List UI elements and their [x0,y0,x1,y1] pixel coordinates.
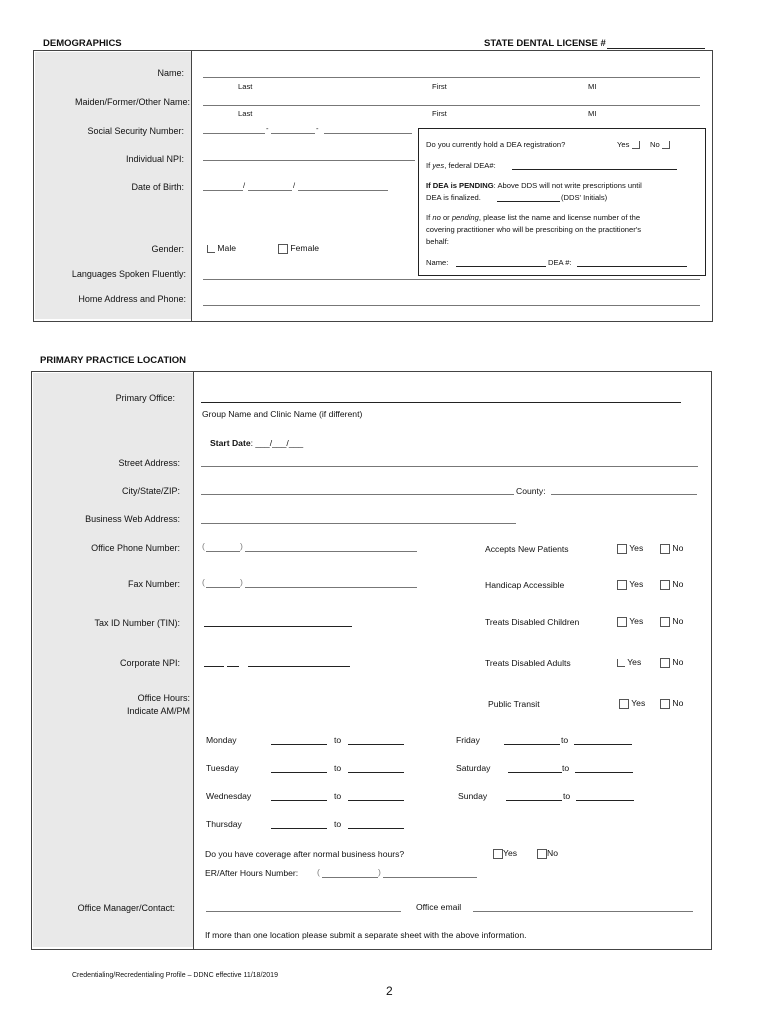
male-label: Male [217,243,237,253]
phone-field[interactable] [245,551,417,552]
er-close-paren: ) [378,867,381,877]
yes-label: Yes [631,698,646,708]
fax-field[interactable] [245,587,417,588]
dds-initials-label: (DDS' Initials) [561,193,608,202]
dob-year[interactable] [298,190,388,191]
er-label: ER/After Hours Number: [205,868,299,878]
covering-dea-label: DEA #: [548,258,572,267]
maiden-label: Maiden/Former/Other Name: [74,97,190,107]
name-sub-first: First [432,82,447,91]
ssn-sep2: - [316,124,319,133]
no-label: No [672,543,684,553]
dob-day[interactable] [248,190,292,191]
phone-close-paren: ) [240,541,243,551]
thursday-to[interactable] [348,828,404,829]
no-checkbox[interactable] [660,617,670,627]
license-field[interactable] [607,48,705,49]
covering-name-field[interactable] [456,266,546,267]
tuesday-to[interactable] [348,772,404,773]
demographics-header: DEMOGRAPHICS [43,38,122,49]
yes-checkbox[interactable] [619,699,629,709]
no-label: No [672,616,684,626]
name-label: Name: [157,68,184,78]
thursday-from[interactable] [271,828,327,829]
day-thursday: Thursday [206,819,242,829]
female-checkbox[interactable] [278,244,288,254]
day-saturday: Saturday [456,763,491,773]
covering-name-label: Name: [426,258,449,267]
male-checkbox[interactable] [207,245,215,253]
no-label: No [672,698,684,708]
start-date[interactable] [210,438,303,448]
wednesday-to[interactable] [348,800,404,801]
group-name-note: Group Name and Clinic Name (if different) [202,409,363,419]
tin-label: Tax ID Number (TIN): [94,618,180,628]
dea-question: Do you currently hold a DEA registration? [426,140,566,149]
handicap-no[interactable] [660,579,683,590]
check-handicap: Handicap Accessible [485,580,565,590]
phone-open-paren: ( [202,541,205,551]
no-checkbox[interactable] [660,658,670,668]
accepts-new-yes[interactable] [617,543,643,554]
practice-header: PRIMARY PRACTICE LOCATION [40,355,187,366]
tuesday-to-label: to [334,763,342,773]
day-tuesday: Tuesday [206,763,239,773]
page-number: 2 [386,984,393,998]
day-monday: Monday [206,735,237,745]
city-field[interactable] [201,494,514,495]
coverage-question: Do you have coverage after normal business hours? [205,849,405,859]
office-hours-note: Indicate AM/PM [126,706,190,716]
dea-yes-label: Yes [617,140,630,149]
sunday-to[interactable] [576,800,634,801]
check-public-transit: Public Transit [488,699,540,709]
monday-from[interactable] [271,744,327,745]
er-number-field[interactable] [383,877,477,878]
web-field[interactable] [201,523,516,524]
primary-office-field[interactable] [201,402,681,403]
dob-sep1: / [243,181,246,190]
gender-male[interactable] [207,243,236,253]
dea-no[interactable] [650,140,670,149]
corp-npi-part2[interactable] [227,666,239,667]
coverage-yes-label: Yes [503,848,518,858]
dea-no-text1: If no or pending, please list the name and license number of the [426,213,641,222]
demographics-divider [191,51,192,321]
sunday-to-label: to [563,791,571,801]
fax-close-paren: ) [240,577,243,587]
ssn-part3[interactable] [324,133,412,134]
yes-label: Yes [629,543,644,553]
thursday-to-label: to [334,819,342,829]
yes-label: Yes [629,579,644,589]
er-area-code[interactable] [322,877,378,878]
ssn-label: Social Security Number: [87,126,184,136]
no-label: No [672,579,684,589]
county-label: County: [516,486,546,496]
office-hours-label: Office Hours: [137,693,190,703]
primary-office-label: Primary Office: [115,393,175,403]
day-wednesday: Wednesday [206,791,252,801]
monday-to-label: to [334,735,342,745]
phone-area-code[interactable] [206,551,240,552]
wednesday-from[interactable] [271,800,327,801]
dea-yes[interactable] [617,140,640,149]
check-accepts-new: Accepts New Patients [485,544,569,554]
license-label: STATE DENTAL LICENSE # [484,38,606,49]
dea-no-text3: behalf: [426,237,449,246]
manager-field[interactable] [206,911,401,912]
coverage-yes-checkbox[interactable] [493,849,503,859]
accepts-new-no[interactable] [660,543,683,554]
wednesday-to-label: to [334,791,342,801]
yes-label: Yes [627,657,642,667]
name-sub-mi: MI [588,82,597,91]
footer-profile: Credentialing/Recredentialing Profile – DDNC effective 11/18/2019 [72,972,278,979]
fax-label: Fax Number: [127,579,180,589]
no-checkbox[interactable] [660,544,670,554]
name-sub-last: Last [238,82,253,91]
ssn-part2[interactable] [271,133,315,134]
dea-no-checkbox[interactable] [662,141,670,149]
office-email-label: Office email [416,902,462,912]
coverage-no[interactable] [537,848,558,859]
dob-label: Date of Birth: [131,182,184,192]
start-date-label: Start Date [210,438,251,448]
no-checkbox[interactable] [660,580,670,590]
corp-npi-part3[interactable] [248,666,350,667]
manager-label: Office Manager/Contact: [77,903,175,913]
languages-label: Languages Spoken Fluently: [71,269,186,279]
saturday-to[interactable] [575,772,633,773]
disabled-children-no[interactable] [660,616,683,627]
practice-divider [193,372,194,949]
dds-initials-field[interactable] [497,201,560,202]
disabled-children-yes[interactable] [617,616,643,627]
er-open-paren: ( [317,867,320,877]
dea-no-label: No [650,140,660,149]
gender-female[interactable] [278,243,319,254]
public-transit-no[interactable] [660,698,683,709]
disabled-adults-yes[interactable] [617,657,641,667]
dea-federal-label: If yes, federal DEA#: [426,161,496,170]
day-sunday: Sunday [458,791,488,801]
coverage-yes[interactable] [493,848,517,859]
dob-sep2: / [293,181,296,190]
web-label: Business Web Address: [85,514,180,524]
saturday-from[interactable] [508,772,562,773]
yes-checkbox[interactable] [617,544,627,554]
tin-field[interactable] [204,626,352,627]
check-disabled-children: Treats Disabled Children [485,617,580,627]
sunday-from[interactable] [506,800,562,801]
name-field[interactable] [203,77,700,78]
street-field[interactable] [201,466,698,467]
maiden-sub-first: First [432,109,447,118]
yes-label: Yes [629,616,644,626]
dob-month[interactable] [203,190,243,191]
disabled-adults-no[interactable] [660,657,683,668]
public-transit-yes[interactable] [619,698,645,709]
fax-area-code[interactable] [206,587,240,588]
dea-pending-text: If DEA is PENDING: Above DDS will not write prescriptions until [426,181,642,190]
city-label: City/State/ZIP: [121,486,180,496]
npi-label: Individual NPI: [125,154,184,164]
coverage-no-checkbox[interactable] [537,849,547,859]
coverage-no-label: No [547,848,558,858]
fax-open-paren: ( [202,577,205,587]
friday-from[interactable] [504,744,560,745]
tuesday-from[interactable] [271,772,327,773]
maiden-field[interactable] [203,105,700,106]
maiden-sub-mi: MI [588,109,597,118]
covering-dea-field[interactable] [577,266,687,267]
check-disabled-adults: Treats Disabled Adults [485,658,571,668]
dea-yes-checkbox[interactable] [632,141,640,149]
dea-federal-field[interactable] [512,169,677,170]
female-label: Female [290,243,320,253]
friday-to-label: to [561,735,569,745]
maiden-sub-last: Last [238,109,253,118]
home-label: Home Address and Phone: [78,294,186,304]
no-checkbox[interactable] [660,699,670,709]
handicap-yes[interactable] [617,579,643,590]
gender-label: Gender: [151,244,184,254]
npi-field[interactable] [203,160,415,161]
office-email-field[interactable] [473,911,693,912]
dea-pending-text2: DEA is finalized. [426,193,481,202]
corp-npi-label: Corporate NPI: [119,658,180,668]
ssn-sep1: - [266,124,269,133]
phone-label: Office Phone Number: [91,543,180,553]
multi-location-note: If more than one location please submit a separate sheet with the above information. [205,930,527,940]
home-field[interactable] [203,305,700,306]
languages-field[interactable] [203,279,700,280]
no-label: No [672,657,684,667]
start-date-value[interactable]: : ___/___/___ [250,438,304,448]
friday-to[interactable] [574,744,632,745]
saturday-to-label: to [562,763,570,773]
corp-npi-part1[interactable] [204,666,224,667]
yes-checkbox[interactable] [617,617,627,627]
yes-checkbox[interactable] [617,580,627,590]
day-friday-label: Friday [456,735,480,745]
dea-no-text2: covering practitioner who will be prescribing on the practitioner's [426,225,642,234]
street-label: Street Address: [118,458,180,468]
county-field[interactable] [551,494,697,495]
yes-checkbox[interactable] [617,659,625,667]
monday-to[interactable] [348,744,404,745]
ssn-part1[interactable] [203,133,265,134]
dea-box [418,128,706,276]
